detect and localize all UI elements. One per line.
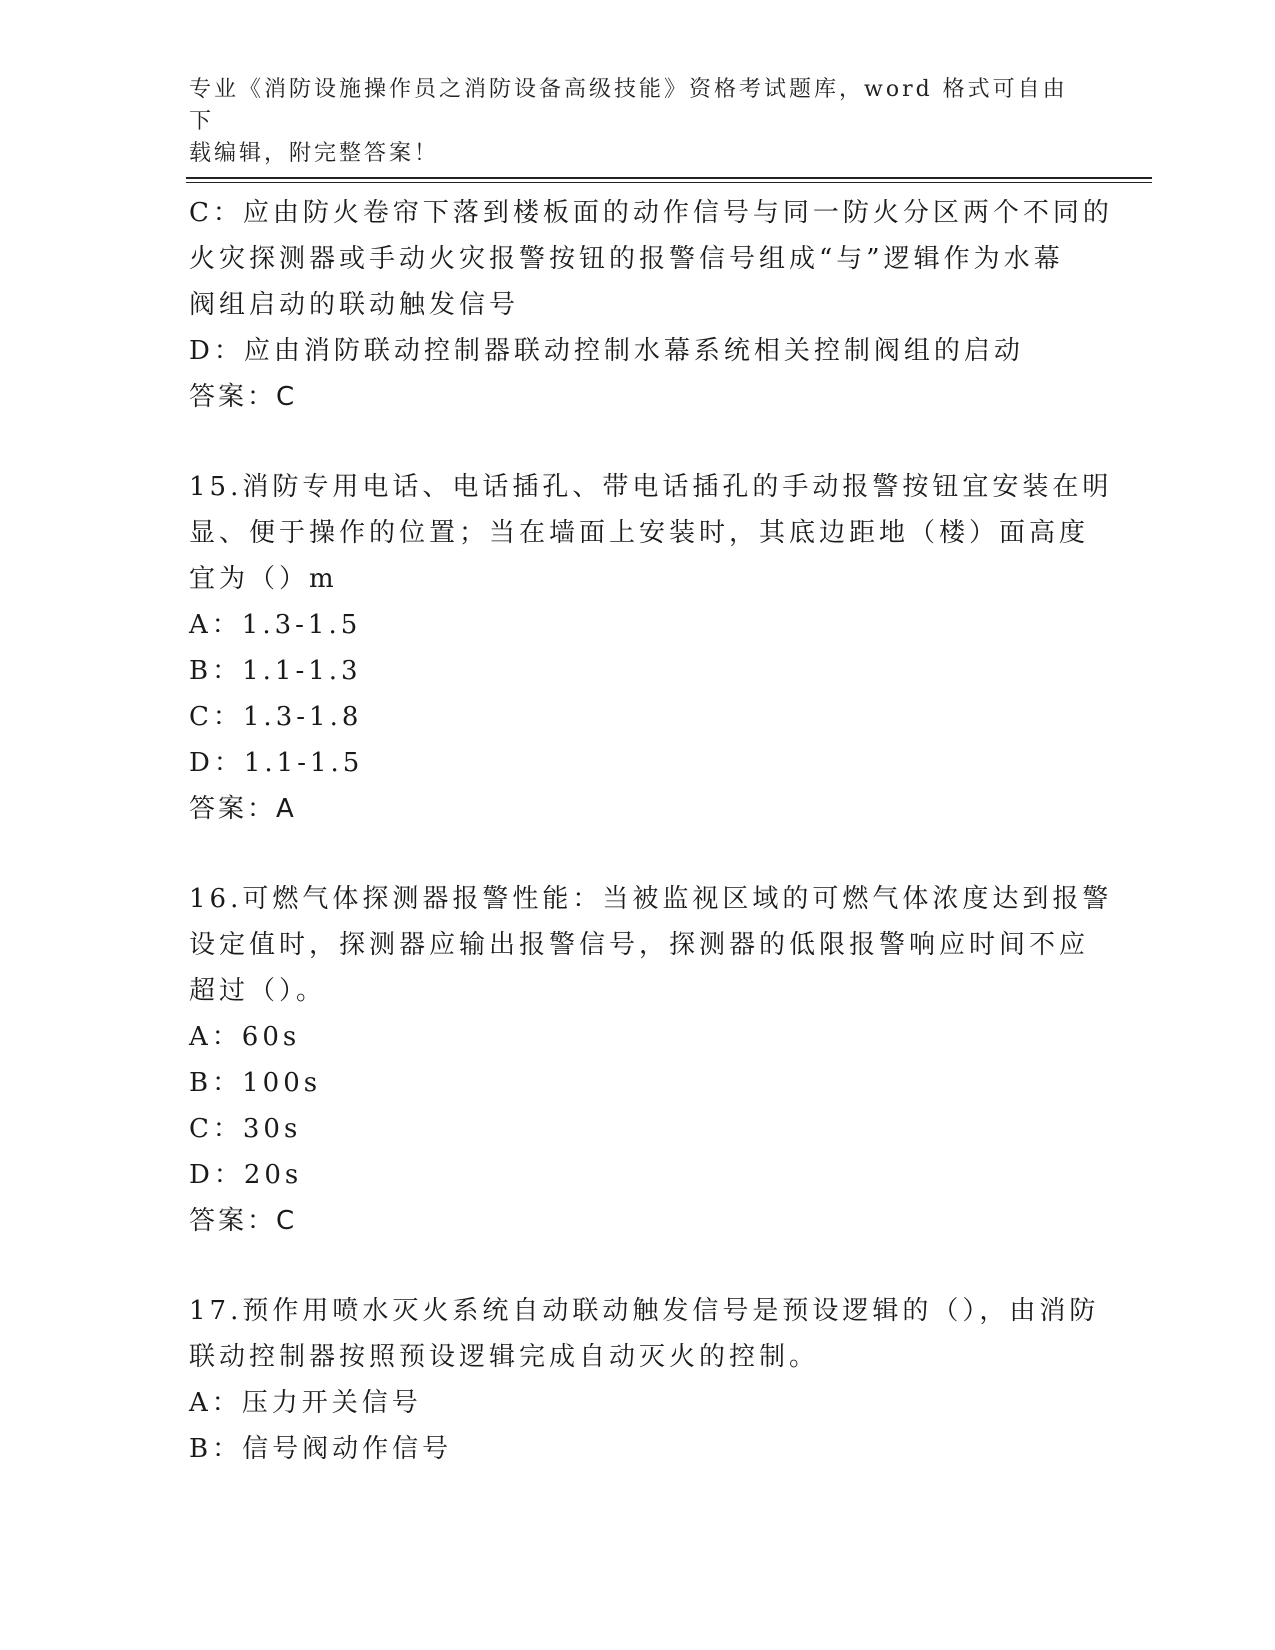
question-stem-line: 联动控制器按照预设逻辑完成自动灭火的控制。 bbox=[189, 1342, 820, 1372]
option-b: B：信号阀动作信号 bbox=[189, 1434, 453, 1464]
continued-question bbox=[189, 190, 1113, 420]
option-a: A：60s bbox=[189, 1022, 301, 1052]
question-15 bbox=[189, 464, 1113, 832]
document-header bbox=[189, 74, 1089, 170]
option-c: C：30s bbox=[189, 1114, 302, 1144]
answer: 答案：C bbox=[189, 382, 298, 412]
question-17 bbox=[189, 1288, 1100, 1472]
option-c: C：1.3-1.8 bbox=[189, 702, 363, 732]
question-stem-line: 16.可燃气体探测器报警性能：当被监视区域的可燃气体浓度达到报警 bbox=[189, 884, 1113, 914]
option-c-line-3: 阀组启动的联动触发信号 bbox=[189, 290, 520, 320]
option-c-line-1: C：应由防火卷帘下落到楼板面的动作信号与同一防火分区两个不同的 bbox=[189, 198, 1113, 228]
answer: 答案：A bbox=[189, 794, 297, 824]
spacer bbox=[189, 420, 1089, 464]
header-line-2: 载编辑，附完整答案！ bbox=[189, 141, 440, 166]
header-divider-thin bbox=[186, 182, 1152, 183]
option-a: A：1.3-1.5 bbox=[189, 610, 362, 640]
question-stem-line: 17.预作用喷水灭火系统自动联动触发信号是预设逻辑的（），由消防 bbox=[189, 1296, 1100, 1326]
question-stem-line: 设定值时，探测器应输出报警信号，探测器的低限报警响应时间不应 bbox=[189, 930, 1090, 960]
question-body bbox=[189, 190, 1113, 1472]
option-d: D：应由消防联动控制器联动控制水幕系统相关控制阀组的启动 bbox=[189, 336, 1024, 366]
option-b: B：1.1-1.3 bbox=[189, 656, 362, 686]
spacer bbox=[189, 1244, 1089, 1288]
question-16 bbox=[189, 876, 1113, 1244]
question-stem-line: 超过（）。 bbox=[189, 976, 327, 1006]
answer: 答案：C bbox=[189, 1206, 298, 1236]
header-divider bbox=[186, 177, 1152, 179]
option-d: D：1.1-1.5 bbox=[189, 748, 364, 778]
question-stem-line: 宜为（）m bbox=[189, 564, 338, 594]
option-b: B：100s bbox=[189, 1068, 322, 1098]
option-d: D：20s bbox=[189, 1160, 303, 1190]
spacer bbox=[189, 832, 1089, 876]
question-stem-line: 15.消防专用电话、电话插孔、带电话插孔的手动报警按钮宜安装在明 bbox=[189, 472, 1113, 502]
option-a: A：压力开关信号 bbox=[189, 1388, 422, 1418]
question-stem-line: 显、便于操作的位置；当在墙面上安装时，其底边距地（楼）面高度 bbox=[189, 518, 1090, 548]
header-line-1: 专业《消防设施操作员之消防设备高级技能》资格考试题库，word 格式可自由下 bbox=[189, 77, 1068, 134]
option-c-line-2: 火灾探测器或手动火灾报警按钮的报警信号组成“与”逻辑作为水幕 bbox=[189, 244, 1064, 274]
